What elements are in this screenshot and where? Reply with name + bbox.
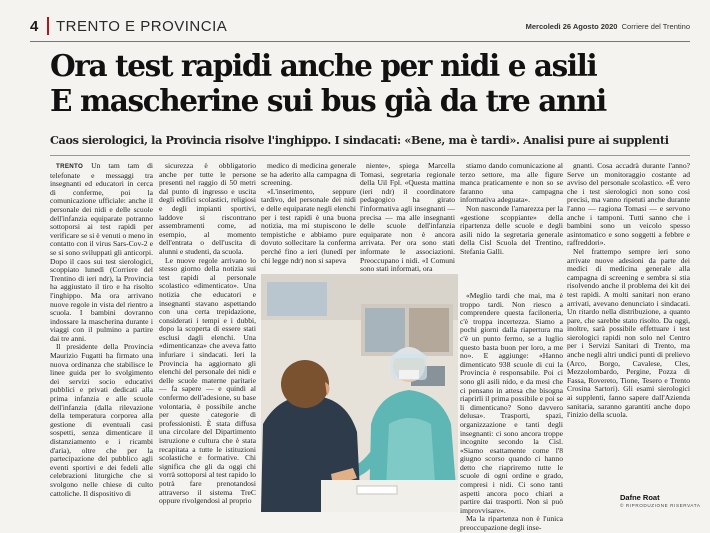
paragraph-text: Un tam tam di telefonate e messaggi tra insegnanti ed educatori in cerca di conferme, poi la comunicazione ufficiale: anche il personale dei nidi e delle scuole dell'infanzia equiparate potranno sottoporsi ai test rapidi per verificare se si è venuti o meno in contatto con il virus Sars-Cov-2 e se si sono sviluppati gli anticorpi. Dopo il caos sui test sierologici, scoppiato lunedì (Corriere del Trentino di ieri ndr), la Provincia ha aggiustato il tiro e ha risolto l'inghippo. Ma ora arrivano nuove regole in vista del rientro a scuola. I bambini dovranno indossare la mascherina durante i viaggi con il pulmino a partire dai tre anni. bbox=[50, 161, 153, 343]
paragraph: niente», spiega Marcella Tomasi, segretaria regionale della Uil Fpl. «Questa mattina (ieri ndr) il coordinatore pedagogico ha girato l'informativa agli insegnanti — precisa — ma alle insegnanti delle scuole dell'infanzia equiparate non è ancora arrivata. Per ora sono stati informate le associazioni. Preoccupano i nidi. «I Comuni sono stati informati, ora bbox=[360, 161, 455, 274]
page-header bbox=[30, 14, 690, 42]
photo-window bbox=[267, 282, 327, 316]
paragraph: Non nasconde l'amarezza per la «gestione scoppiante» della ripartenza delle scuole e degli asili nido la segretaria generale della Cisl Scuola del Trentino, Stefania Galli. bbox=[460, 203, 563, 256]
test-tray bbox=[357, 486, 397, 494]
copyright-note: © RIPRODUZIONE RISERVATA bbox=[620, 503, 701, 508]
article-column-5-continued bbox=[460, 291, 563, 533]
lead-dateline: TRENTO bbox=[56, 163, 84, 170]
headline-line-2: E mascherine sui bus già da tre anni bbox=[50, 83, 606, 118]
article-column-5 bbox=[460, 162, 563, 282]
paragraph: medico di medicina generale se ha aderito alla campagna di screening. bbox=[261, 161, 356, 188]
section-divider bbox=[47, 17, 49, 35]
newspaper-name: Corriere del Trentino bbox=[621, 22, 690, 31]
headline-line-1: Ora test rapidi anche per nidi e asili bbox=[50, 48, 597, 83]
subheadline: Caos sierologici, la Provincia risolve l'inghippo. I sindacati: «Bene, ma è tardi». Analisi pure ai supplenti bbox=[50, 133, 669, 147]
paragraph: stiamo dando comunicazione al terzo settore, ma alle figure manca praticamente e non so se faranno una campagna informativa adeguata». bbox=[460, 161, 563, 205]
paragraph: «L'inserimento, seppure tardivo, del personale dei nidi e delle equiparate negli elenchi per i test rapidi è una buona notizia, ma mi stupiscono le tempistiche e abbiamo pure dovuto sollecitare la conferma perché fino a ieri (lunedì per chi legge ndr) non si sapeva bbox=[261, 186, 356, 265]
headline bbox=[50, 48, 690, 118]
page-number: 4 bbox=[30, 18, 39, 35]
paragraph bbox=[50, 162, 153, 343]
photo-cabinet bbox=[365, 308, 405, 352]
medical-test-photo bbox=[261, 274, 458, 512]
photo-cabinet bbox=[409, 308, 449, 352]
nurse-mask bbox=[399, 370, 419, 379]
header-rule bbox=[30, 41, 690, 42]
section-title: TRENTO E PROVINCIA bbox=[56, 18, 228, 35]
paragraph: «Meglio tardi che mai, ma è troppo tardi. Non riesco a comprendere questa faciloneria, c'è troppa incertezza. Siamo a pochi giorni dalla riapertura ma c'è un punto fermo, se a luglio questo basta buon per loro, a me no». E aggiunge: «Hanno dimenticato 938 scuole di cui la Provincia è responsabile. Poi ci sono gli asili nido, e da mesi che ci pensano in attesa che bisogna riaprirli il prima possibile e poi se li dimenticano? Sono davvero delusa». Trasporti, spazi, organizzazione e tanti degli insegnanti: ci sono ancora troppe incognite secondo la Cisl. «Siamo esattamente come l'8 giugno scorso quando ci hanno detto che riapriremo tutte le scuole di ogni ordine e grado, compresi i nidi. Ci sono tanti aspetti ancora poco chiari a partire dai trasporti. Non si può improvvisare». bbox=[460, 291, 563, 515]
dateline bbox=[526, 22, 690, 31]
paragraph: Le nuove regole arrivano lo stesso giorno della notizia sui test rapidi al personale scolastico «dimenticato». Una notizia che educatori e insegnanti stavano aspettando con una certa trepidazione, considerati i tempi e i dubbi, dopo la scoperta di essere stati esclusi dagli elenchi. Una «dimenticanza» che aveva fatto infuriare i sindacati. Ieri la Provincia ha aggiornato gli elenchi del personale dei nidi e delle scuole materne paritarie — fa sapere — e quindi al confermo dell'adesione, su base volontaria, è possibile anche per queste categorie di professionisti. È stata diffusa una circolare del Dipartimento istruzione e cultura che è stata recapitata a tutte le istituzioni scolastiche e formative. Chi significa che gli da oggi chi vorrà sottoporsi al test rapido lo potrà fare prenotandosi attraverso il sistema TreC oppure rivolgendosi al proprio bbox=[159, 255, 256, 506]
paragraph: Nel frattempo sempre ieri sono arrivate nuove adesioni da parte dei medici di medicina generale alla campagna di screening e sembra si stia risolvendo anche il problema dei kit dei test rapidi. A molti sanitari non erano arrivati, avevano denunciato i sindacati. Un ritardo nella distribuzione, a quanto pare, che sarebbe stato risolto. Da oggi, inoltre, sarà possibile effettuare i test sierologici rapidi non solo nel Centro per i Servizi Sanitari di Trento, ma anche negli altri undici punti di prelievo (Arco, Borgo, Cavalese, Cles, Mezzolombardo, Pergine, Pozza di Fassa, Rovereto, Tione, Tesero e Trento Crosina Sartori). Gli esami sierologici ai supplenti, fanno sapere dall'Azienda sanitaria, saranno garantiti anche dopo l'inizio della scuola. bbox=[567, 246, 690, 420]
byline: Dafne Roat bbox=[620, 493, 660, 502]
subhead-rule bbox=[50, 155, 690, 156]
patient-head bbox=[281, 360, 329, 408]
issue-date: Mercoledì 26 Agosto 2020 bbox=[525, 22, 618, 31]
article-column-2 bbox=[159, 162, 256, 512]
paragraph: sicurezza è obbligatorio anche per tutte le persone presenti nel raggio di 50 metri dal punto di ingresso e uscita degli edifici scolastici, religiosi e degli impianti sportivi, laddove si riscontrano assembramenti come, ad esempio, al momento dell'entrata o dell'uscita di alunni e studenti, da scuola. bbox=[159, 161, 256, 256]
paragraph: Il presidente della Provincia Maurizio Fugatti ha firmato una nuova ordinanza che stabilisce le linee guida per lo svolgimento dei servizi socio educativi pubblici e privati dedicati alla prima infanzia e alle scuole dell'infanzia (dalla rilevazione della temperatura corporea alla gestione di eventuali casi sospetti, senza dimenticare il distanziamento e i ricambi d'aria), oltre che per la partecipazione del pubblico agli eventi sportivi e dei fedeli alle celebrazioni liturgiche che si svolgono nelle chiese di culto cattoliche. Il dispositivo di bbox=[50, 342, 153, 498]
article-column-3 bbox=[261, 162, 356, 274]
article-column-6 bbox=[567, 162, 690, 478]
paragraph: gnanti. Cosa accadrà durante l'anno? Serve un monitoraggio costante ad avviso del personale scolastico. «È vero che i test sierologici non sono così precisi, ma vanno ripetuti anche durante l'anno — ragiona Tomasi — e servono anche i tamponi. Tutti sanno che i bambini sono un veicolo spesso asintomatico e sono soggetti a febbre e raffreddori». bbox=[567, 161, 690, 248]
article-column-1 bbox=[50, 162, 153, 512]
article-column-4 bbox=[360, 162, 455, 274]
table-surface bbox=[321, 480, 458, 512]
paragraph: Ma la ripartenza non è l'unica preoccupazione degli inse- bbox=[460, 514, 563, 533]
